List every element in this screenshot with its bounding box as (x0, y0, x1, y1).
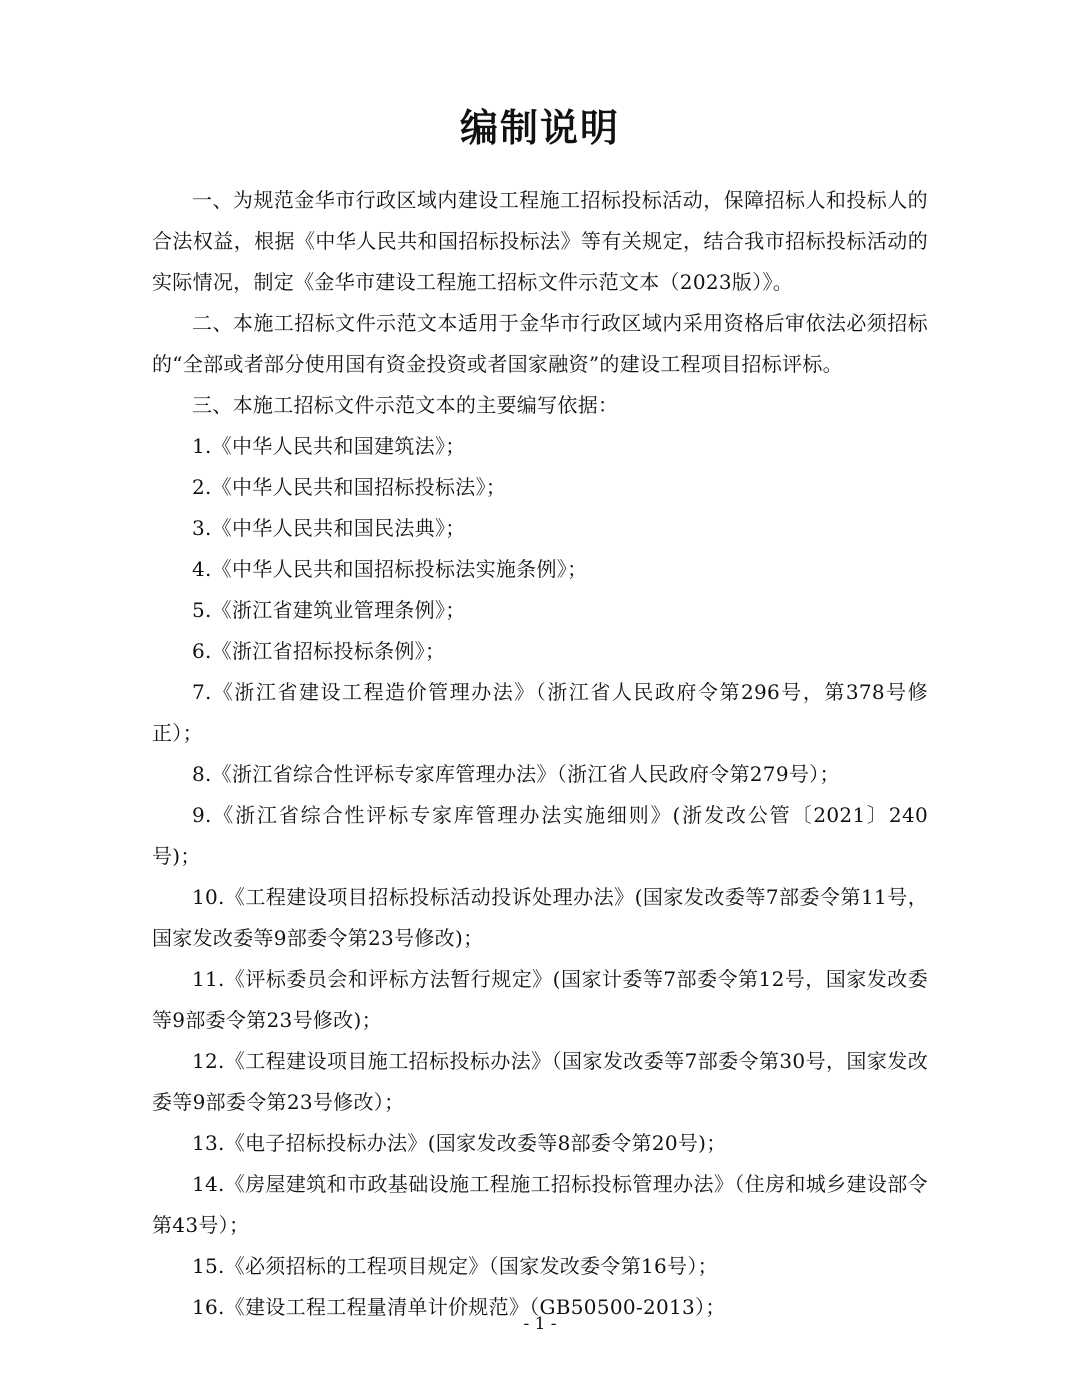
page-number: - 1 - (523, 1314, 557, 1334)
paragraph-intro-3: 三、本施工招标文件示范文本的主要编写依据： (192, 393, 619, 417)
basis-item-7: 7.《浙江省建设工程造价管理办法》（浙江省人民政府令第296号，第378号修正）； (152, 680, 928, 745)
paragraph-intro-1: 一、为规范金华市行政区域内建设工程施工招标投标活动，保障招标人和投标人的合法权益，根据《中华人民共和国招标投标法》等有关规定，结合我市招标投标活动的实际情况，制定《金华市建设工程施工招标文件示范文本（2023版）》。 (152, 188, 928, 294)
basis-item-12: 12.《工程建设项目施工招标投标办法》（国家发改委等7部委令第30号，国家发改委等9部委令第23号修改）； (152, 1049, 928, 1114)
basis-item-15: 15.《必须招标的工程项目规定》（国家发改委令第16号）； (192, 1254, 718, 1278)
basis-item-11: 11.《评标委员会和评标方法暂行规定》(国家计委等7部委令第12号，国家发改委等9部委令第23号修改)； (152, 967, 928, 1032)
basis-item-10: 10.《工程建设项目招标投标活动投诉处理办法》(国家发改委等7部委令第11号，国家发改委等9部委令第23号修改)； (152, 885, 928, 950)
document-body (152, 180, 928, 1328)
basis-item-5: 5.《浙江省建筑业管理条例》； (192, 598, 466, 622)
basis-item-6: 6.《浙江省招标投标条例》； (192, 639, 446, 663)
basis-item-1: 1.《中华人民共和国建筑法》； (192, 434, 466, 458)
basis-item-4: 4.《中华人民共和国招标投标法实施条例》； (192, 557, 588, 581)
basis-item-16: 16.《建设工程工程量清单计价规范》（GB50500-2013）； (192, 1295, 726, 1319)
basis-item-2: 2.《中华人民共和国招标投标法》； (192, 475, 507, 499)
basis-item-8: 8.《浙江省综合性评标专家库管理办法》（浙江省人民政府令第279号）； (192, 762, 840, 786)
basis-item-13: 13.《电子招标投标办法》(国家发改委等8部委令第20号)； (192, 1131, 727, 1155)
basis-item-3: 3.《中华人民共和国民法典》； (192, 516, 466, 540)
basis-item-14: 14.《房屋建筑和市政基础设施工程施工招标投标管理办法》（住房和城乡建设部令第43号）； (152, 1172, 928, 1237)
basis-item-9: 9.《浙江省综合性评标专家库管理办法实施细则》(浙发改公管〔2021〕240号)； (152, 803, 928, 868)
paragraph-intro-2: 二、本施工招标文件示范文本适用于金华市行政区域内采用资格后审依法必须招标的“全部或者部分使用国有资金投资或者国家融资”的建设工程项目招标评标。 (152, 311, 928, 376)
page-title: 编制说明 (459, 106, 620, 150)
